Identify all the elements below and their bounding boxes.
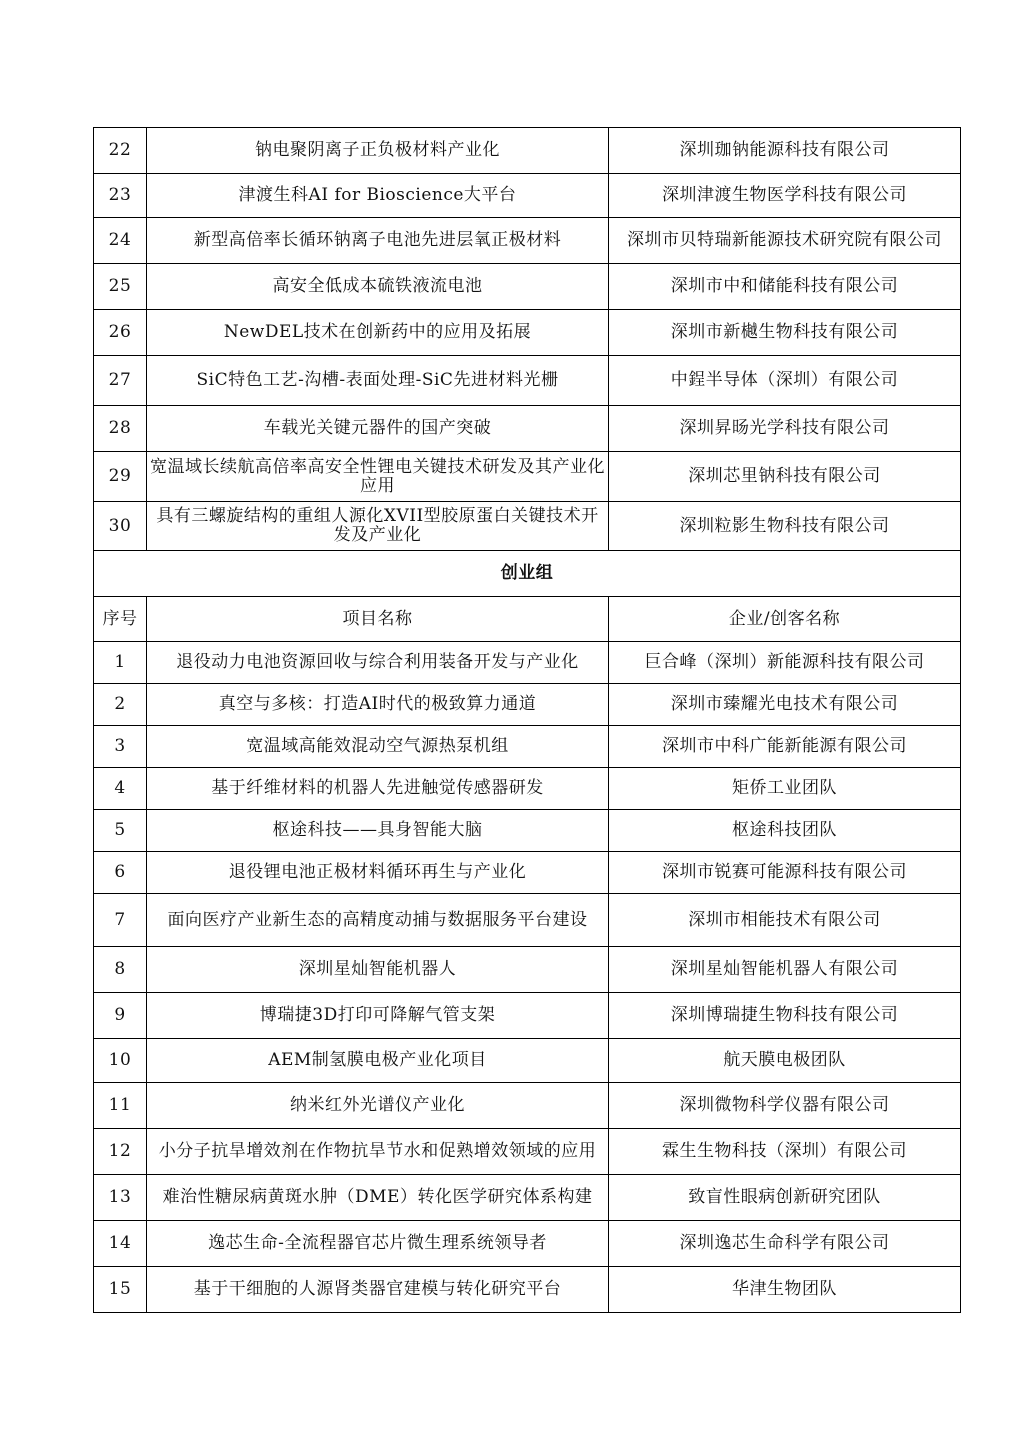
table-row (94, 356, 961, 406)
header-row (94, 597, 961, 642)
project-name: 博瑞捷3D打印可降解气管支架 (147, 993, 609, 1039)
company-name: 深圳市臻耀光电技术有限公司 (609, 684, 961, 726)
table-row (94, 852, 961, 894)
project-name: 高安全低成本硫铁液流电池 (147, 264, 609, 310)
company-name: 深圳微物科学仪器有限公司 (609, 1083, 961, 1129)
row-number: 3 (94, 726, 147, 768)
company-name: 巨合峰（深圳）新能源科技有限公司 (609, 642, 961, 684)
row-number: 10 (94, 1039, 147, 1083)
row-number: 2 (94, 684, 147, 726)
table-row (94, 174, 961, 218)
row-number: 15 (94, 1267, 147, 1313)
row-number: 13 (94, 1175, 147, 1221)
row-number: 26 (94, 310, 147, 356)
row-number: 27 (94, 356, 147, 406)
company-name: 深圳津渡生物医学科技有限公司 (609, 174, 961, 218)
row-number: 5 (94, 810, 147, 852)
table-row (94, 810, 961, 852)
table-row (94, 1129, 961, 1175)
company-name: 航天膜电极团队 (609, 1039, 961, 1083)
row-number: 11 (94, 1083, 147, 1129)
company-name: 深圳市相能技术有限公司 (609, 894, 961, 947)
table-row (94, 1083, 961, 1129)
table-row (94, 1221, 961, 1267)
company-name: 中鋥半导体（深圳）有限公司 (609, 356, 961, 406)
project-name: SiC特色工艺-沟槽-表面处理-SiC先进材料光栅 (147, 356, 609, 406)
section-title: 创业组 (94, 551, 961, 597)
row-number: 25 (94, 264, 147, 310)
company-name: 深圳昇旸光学科技有限公司 (609, 406, 961, 452)
row-number: 24 (94, 218, 147, 264)
row-number: 9 (94, 993, 147, 1039)
table-row (94, 947, 961, 993)
row-number: 7 (94, 894, 147, 947)
table-row (94, 894, 961, 947)
company-name: 深圳市锐赛可能源科技有限公司 (609, 852, 961, 894)
company-name: 深圳粒影生物科技有限公司 (609, 502, 961, 551)
project-name: 退役动力电池资源回收与综合利用装备开发与产业化 (147, 642, 609, 684)
project-name: 真空与多核：打造AI时代的极致算力通道 (147, 684, 609, 726)
header-number: 序号 (94, 597, 147, 642)
company-name: 深圳博瑞捷生物科技有限公司 (609, 993, 961, 1039)
project-name: 深圳星灿智能机器人 (147, 947, 609, 993)
company-name: 矩侨工业团队 (609, 768, 961, 810)
company-name: 深圳星灿智能机器人有限公司 (609, 947, 961, 993)
table-row (94, 993, 961, 1039)
project-name: NewDEL技术在创新药中的应用及拓展 (147, 310, 609, 356)
project-name: 纳米红外光谱仪产业化 (147, 1083, 609, 1129)
project-name: AEM制氢膜电极产业化项目 (147, 1039, 609, 1083)
table-row (94, 264, 961, 310)
row-number: 23 (94, 174, 147, 218)
project-name: 津渡生科AI for Bioscience大平台 (147, 174, 609, 218)
table-row (94, 502, 961, 551)
header-project: 项目名称 (147, 597, 609, 642)
table-row (94, 218, 961, 264)
header-company: 企业/创客名称 (609, 597, 961, 642)
company-name: 霖生生物科技（深圳）有限公司 (609, 1129, 961, 1175)
row-number: 29 (94, 452, 147, 502)
company-name: 深圳逸芯生命科学有限公司 (609, 1221, 961, 1267)
row-number: 4 (94, 768, 147, 810)
project-name: 难治性糖尿病黄斑水肿（DME）转化医学研究体系构建 (147, 1175, 609, 1221)
table-row (94, 1175, 961, 1221)
company-name: 深圳市新樾生物科技有限公司 (609, 310, 961, 356)
project-name: 退役锂电池正极材料循环再生与产业化 (147, 852, 609, 894)
project-name: 宽温域高能效混动空气源热泵机组 (147, 726, 609, 768)
table-row (94, 726, 961, 768)
project-name: 枢途科技——具身智能大脑 (147, 810, 609, 852)
company-name: 深圳芯里钠科技有限公司 (609, 452, 961, 502)
project-name: 宽温域长续航高倍率高安全性锂电关键技术研发及其产业化应用 (147, 452, 609, 502)
company-name: 深圳市中科广能新能源有限公司 (609, 726, 961, 768)
project-name: 钠电聚阴离子正负极材料产业化 (147, 128, 609, 174)
project-name: 逸芯生命-全流程器官芯片微生理系统领导者 (147, 1221, 609, 1267)
row-number: 6 (94, 852, 147, 894)
project-name: 基于干细胞的人源肾类器官建模与转化研究平台 (147, 1267, 609, 1313)
table-row (94, 768, 961, 810)
project-name: 具有三螺旋结构的重组人源化XVII型胶原蛋白关键技术开发及产业化 (147, 502, 609, 551)
row-number: 22 (94, 128, 147, 174)
table-row (94, 1039, 961, 1083)
table-row (94, 452, 961, 502)
table-row (94, 406, 961, 452)
project-name: 面向医疗产业新生态的高精度动捕与数据服务平台建设 (147, 894, 609, 947)
table-row (94, 128, 961, 174)
row-number: 14 (94, 1221, 147, 1267)
table-row (94, 310, 961, 356)
company-name: 华津生物团队 (609, 1267, 961, 1313)
row-number: 30 (94, 502, 147, 551)
table-row (94, 1267, 961, 1313)
table-row (94, 684, 961, 726)
project-list-table (93, 127, 961, 1313)
project-name: 新型高倍率长循环钠离子电池先进层氧正极材料 (147, 218, 609, 264)
company-name: 深圳市中和储能科技有限公司 (609, 264, 961, 310)
project-name: 基于纤维材料的机器人先进触觉传感器研发 (147, 768, 609, 810)
company-name: 枢途科技团队 (609, 810, 961, 852)
row-number: 12 (94, 1129, 147, 1175)
project-name: 小分子抗旱增效剂在作物抗旱节水和促熟增效领域的应用 (147, 1129, 609, 1175)
company-name: 深圳珈钠能源科技有限公司 (609, 128, 961, 174)
company-name: 深圳市贝特瑞新能源技术研究院有限公司 (609, 218, 961, 264)
row-number: 1 (94, 642, 147, 684)
company-name: 致盲性眼病创新研究团队 (609, 1175, 961, 1221)
row-number: 8 (94, 947, 147, 993)
row-number: 28 (94, 406, 147, 452)
project-name: 车载光关键元器件的国产突破 (147, 406, 609, 452)
section-title-row (94, 551, 961, 597)
table-row (94, 642, 961, 684)
